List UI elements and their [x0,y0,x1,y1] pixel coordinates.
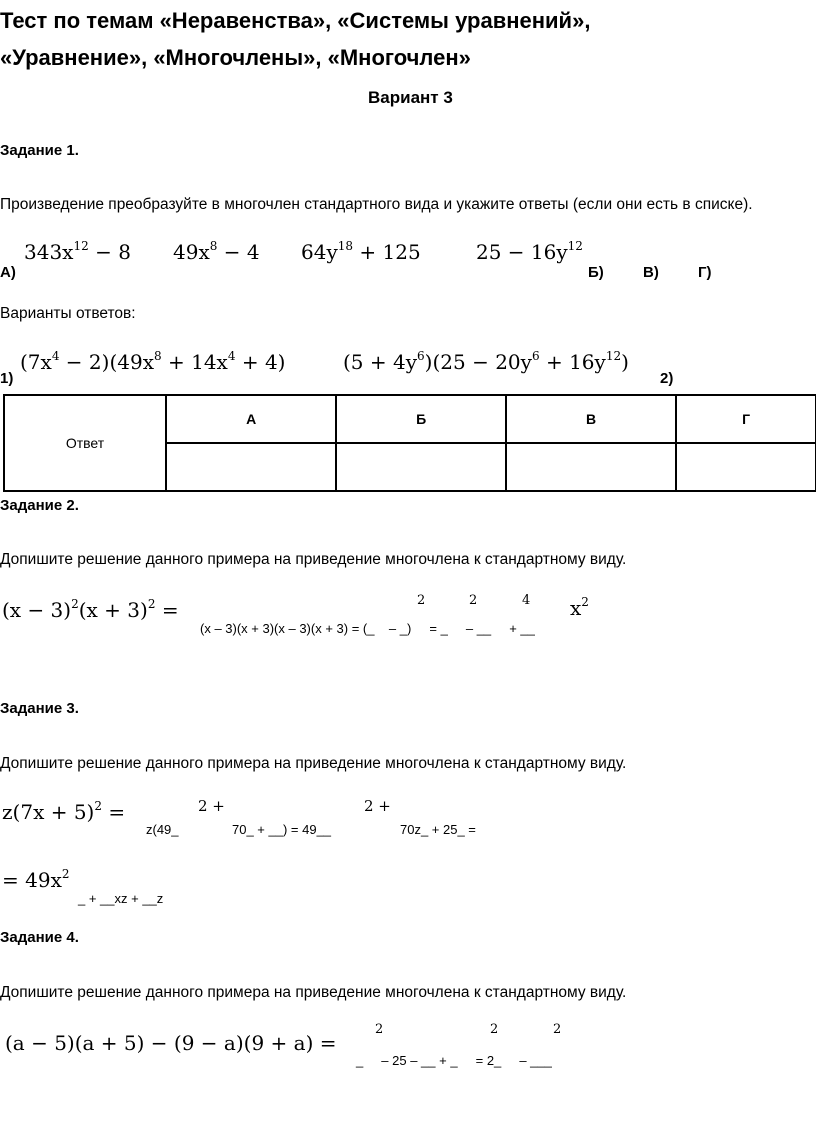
opt-part: ) [621,350,629,374]
task1-expr-v [301,240,421,264]
expr-exp: 12 [73,239,89,253]
opt-exp: 8 [153,349,162,363]
lhs-part: (x − 3) [2,598,72,622]
opt-part: + 16y [539,350,606,374]
task4-heading: Задание 4. [0,929,79,946]
task2-text: Допишите решение данного примера на приведение многочлена к стандартному виду. [0,551,627,568]
expr-exp: 12 [567,239,583,253]
label-v: В) [643,264,659,281]
answer-row-label: Ответ [4,395,166,491]
task4-sup-1: 2 [375,1022,384,1037]
task3-sup-plus-2: 2 + [364,797,391,815]
task3-lhs [2,800,125,824]
x2-exp: 2 [581,595,589,609]
lhs-part: (x + 3) [78,598,148,622]
task1-expr-b [173,240,260,264]
task1-expr-g [476,240,583,264]
task4-text: Допишите решение данного примера на приведение многочлена к стандартному виду. [0,984,627,1001]
task3-second-small: _ + __xz + __z [78,891,164,906]
task4-line: _ – 25 – __ + _ = 2_ – ___ [356,1053,552,1068]
task2-line: (x – 3)(x + 3)(x – 3)(x + 3) = (_ – _) = _ – __ + __ [200,621,535,636]
task3-part-1: z(49_ [146,822,179,837]
opt-part: + 4) [235,350,286,374]
answer-option-1 [20,350,285,374]
expr-exp: 8 [209,239,218,253]
lhs-exp: 2 [147,597,156,611]
answer-header-v: В [506,395,676,443]
expr-base: 49x [173,240,210,264]
answer-cell-b[interactable] [336,443,506,491]
answer-option-2 [343,350,629,374]
option-2-label: 2) [660,370,674,387]
opt-exp: 4 [227,349,236,363]
lhs-eq: = [101,800,126,824]
lhs-eq: = [155,598,179,622]
option-1-label: 1) [0,370,14,387]
lhs-exp: 2 [71,597,79,611]
task2-x2 [570,596,589,620]
opt-part: + 14x [161,350,228,374]
label-g: Г) [698,264,712,281]
task3-part-2: 70_ + __) = 49__ [232,822,332,837]
task2-sup-1: 2 [417,593,426,608]
task2-heading: Задание 2. [0,497,79,514]
lhs-exp: 2 [94,799,102,813]
task1-expr-a [24,240,131,264]
answer-cell-v[interactable] [506,443,676,491]
opt-exp: 6 [417,349,425,363]
label-b: Б) [588,264,604,281]
answer-header-b: Б [336,395,506,443]
answers-heading: Варианты ответов: [0,305,136,322]
opt-exp: 4 [51,349,60,363]
title-line-1: Тест по темам «Неравенства», «Системы уравнений», [0,8,591,33]
lhs-part: z(7x + 5) [2,800,95,824]
task3-part-3: 70z_ + 25_ = [400,822,476,837]
answer-table [3,394,816,492]
task2-sup-3: 4 [522,593,531,608]
opt-exp: 12 [605,349,622,363]
opt-part: (5 + 4y [343,350,418,374]
opt-exp: 6 [531,349,540,363]
task3-second-line [2,868,69,892]
task2-lhs [2,598,179,622]
task4-sup-2: 2 [490,1022,499,1037]
answer-cell-g[interactable] [676,443,816,491]
task4-sup-3: 2 [553,1022,562,1037]
task3-heading: Задание 3. [0,700,79,717]
task1-text: Произведение преобразуйте в многочлен стандартного вида и укажите ответы (если они есть в списке). [0,196,753,213]
opt-part: − 2)(49x [59,350,154,374]
expr-base: 64y [301,240,338,264]
expr-base: 343x [24,240,74,264]
variant-heading: Вариант 3 [368,88,453,107]
task2-sup-2: 2 [469,593,478,608]
label-a: А) [0,264,16,281]
second-exp: 2 [61,867,70,881]
answer-header-g: Г [676,395,816,443]
page-title [0,2,590,76]
expr-rest: − 4 [217,240,260,264]
x2-base: x [570,596,582,620]
title-line-2: «Уравнение», «Многочлены», «Многочлен» [0,45,471,70]
expr-base: 25 − 16y [476,240,568,264]
task1-heading: Задание 1. [0,142,79,159]
expr-rest: − 8 [88,240,131,264]
expr-rest: + 125 [353,240,421,264]
second-part: = 49x [2,868,62,892]
opt-part: )(25 − 20y [424,350,532,374]
task4-lhs: (a − 5)(a + 5) − (9 − a)(9 + a) = [5,1031,337,1055]
opt-part: (7x [20,350,52,374]
task3-sup-plus-1: 2 + [198,797,225,815]
answer-cell-a[interactable] [166,443,336,491]
task3-text: Допишите решение данного примера на приведение многочлена к стандартному виду. [0,755,627,772]
answer-header-a: А [166,395,336,443]
expr-exp: 18 [337,239,354,253]
